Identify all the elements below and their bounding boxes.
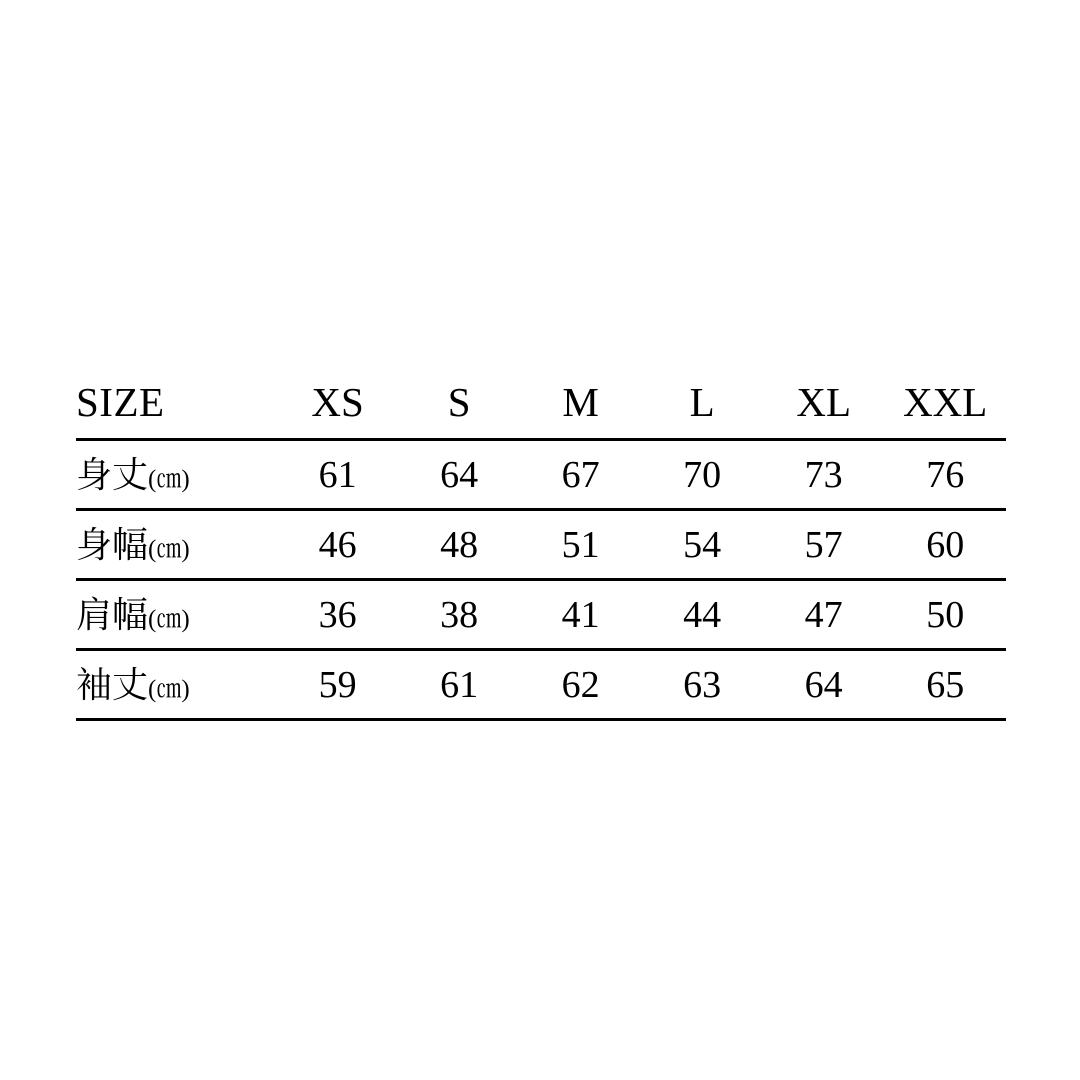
table-row [76, 440, 1006, 510]
row-label-sleeve-length [76, 650, 277, 720]
cell-body-length-m: 67 [520, 440, 642, 510]
table-header-l: L [641, 366, 763, 440]
cell-shoulder-width-xs: 36 [277, 580, 399, 650]
cell-sleeve-length-xxl: 65 [884, 650, 1006, 720]
cell-body-width-m: 51 [520, 510, 642, 580]
size-table [76, 366, 1006, 721]
cell-sleeve-length-m: 62 [520, 650, 642, 720]
table-header-row [76, 366, 1006, 440]
row-label-unit: (㎝) [148, 535, 190, 563]
table-header-xl: XL [763, 366, 885, 440]
size-table-container [76, 366, 1006, 721]
table-row [76, 510, 1006, 580]
table-header-s: S [398, 366, 520, 440]
cell-sleeve-length-xl: 64 [763, 650, 885, 720]
cell-shoulder-width-m: 41 [520, 580, 642, 650]
cell-body-length-xxl: 76 [884, 440, 1006, 510]
row-label-shoulder-width [76, 580, 277, 650]
cell-sleeve-length-l: 63 [641, 650, 763, 720]
row-label-body-width [76, 510, 277, 580]
cell-shoulder-width-s: 38 [398, 580, 520, 650]
cell-body-width-xs: 46 [277, 510, 399, 580]
cell-shoulder-width-l: 44 [641, 580, 763, 650]
cell-shoulder-width-xxl: 50 [884, 580, 1006, 650]
row-label-unit: (㎝) [148, 605, 190, 633]
row-label-text: 肩幅 [76, 594, 149, 635]
cell-body-width-l: 54 [641, 510, 763, 580]
cell-sleeve-length-xs: 59 [277, 650, 399, 720]
row-label-unit: (㎝) [148, 465, 190, 493]
row-label-text: 袖丈 [76, 664, 149, 705]
row-label-text: 身幅 [76, 524, 149, 565]
table-header-xs: XS [277, 366, 399, 440]
table-header-m: M [520, 366, 642, 440]
cell-shoulder-width-xl: 47 [763, 580, 885, 650]
table-header-size-label: SIZE [76, 366, 277, 440]
cell-body-length-xs: 61 [277, 440, 399, 510]
cell-body-length-l: 70 [641, 440, 763, 510]
cell-body-width-xxl: 60 [884, 510, 1006, 580]
cell-body-width-s: 48 [398, 510, 520, 580]
cell-body-length-xl: 73 [763, 440, 885, 510]
table-row [76, 580, 1006, 650]
row-label-body-length [76, 440, 277, 510]
table-header-xxl: XXL [884, 366, 1006, 440]
cell-sleeve-length-s: 61 [398, 650, 520, 720]
cell-body-width-xl: 57 [763, 510, 885, 580]
table-row [76, 650, 1006, 720]
cell-body-length-s: 64 [398, 440, 520, 510]
row-label-text: 身丈 [76, 454, 149, 495]
row-label-unit: (㎝) [148, 675, 190, 703]
